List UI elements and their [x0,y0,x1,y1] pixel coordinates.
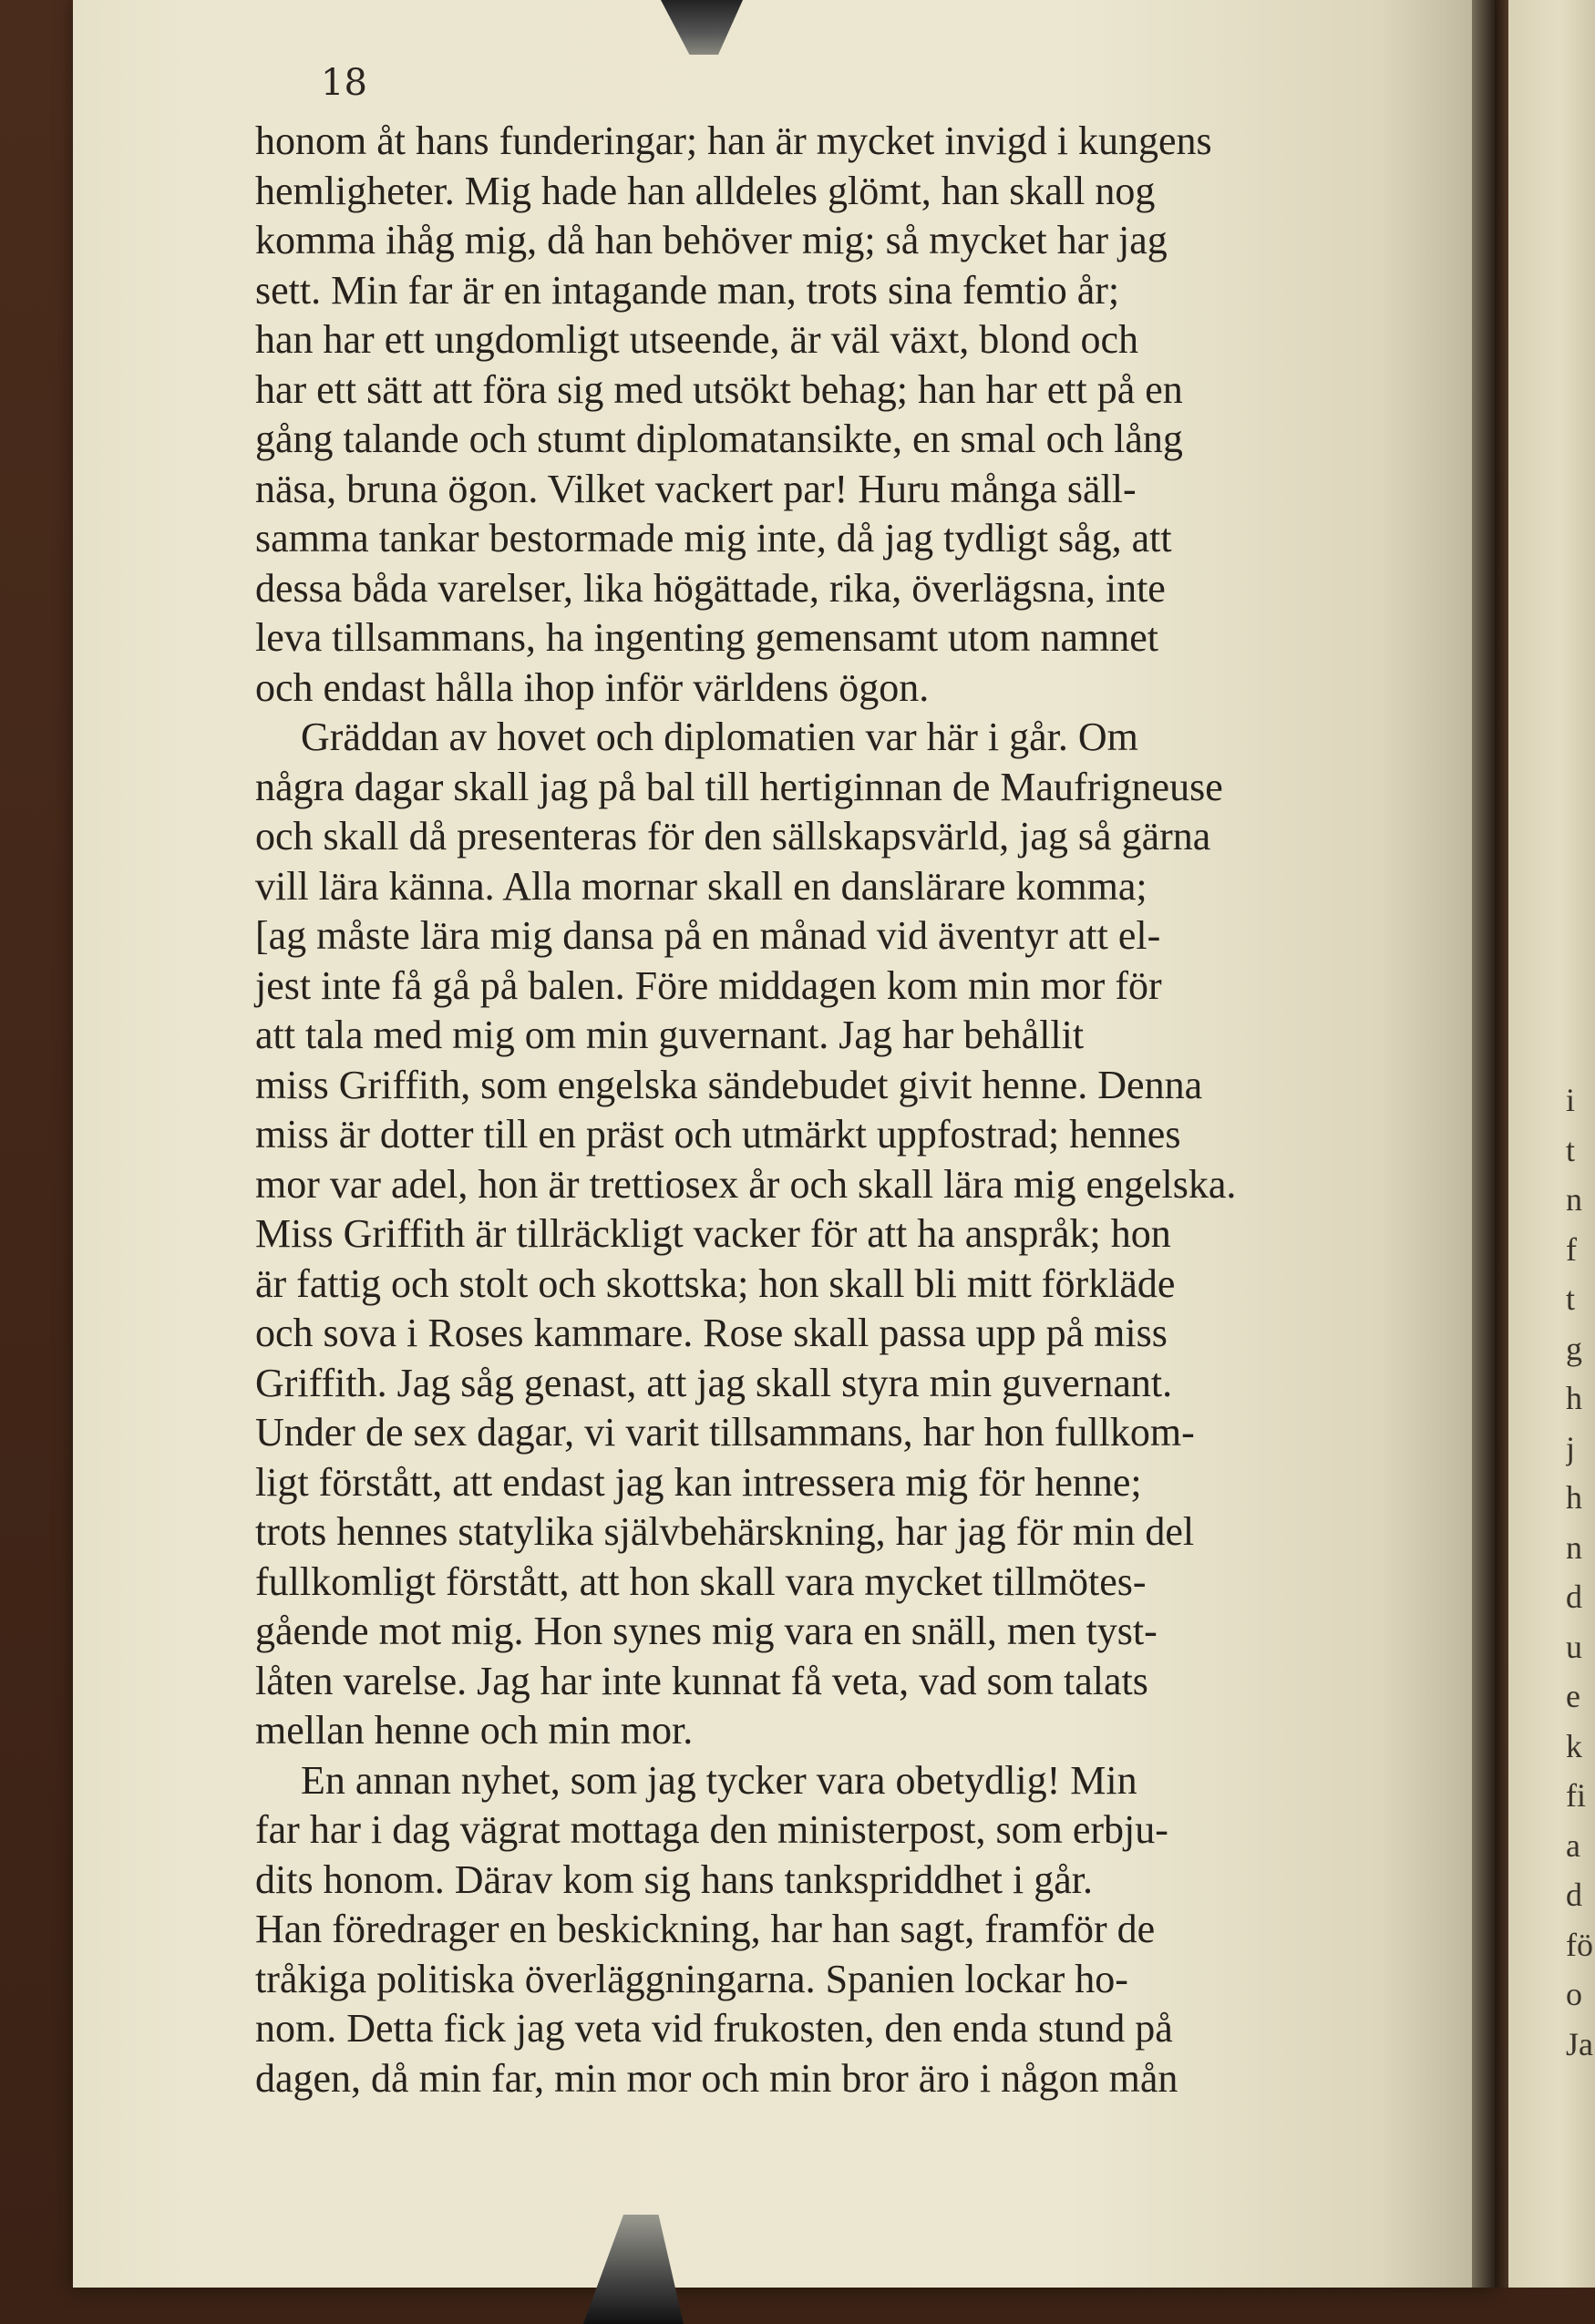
text-line: sett. Min far är en intagande man, trots sina femtio år; [255,267,1120,313]
text-line: dits honom. Därav kom sig hans tankspriddhet i går. [255,1856,1093,1902]
text-line: och skall då presenteras för den sällskapsvärld, jag så gärna [255,814,1211,859]
next-page-fragment: k [1566,1727,1582,1764]
text-line: Under de sex dagar, vi varit tillsammans, har hon fullkom- [255,1410,1195,1455]
text-line: samma tankar bestormade mig inte, då jag tydligt såg, att [255,516,1172,560]
next-page-fragment: e [1566,1678,1580,1714]
text-line: är fattig och stolt och skottska; hon skall bli mitt förkläde [255,1260,1176,1306]
next-page-fragment: Ja [1566,2025,1593,2062]
text-line: En annan nyhet, som jag tycker vara obetydlig! Min [301,1757,1137,1803]
text-line: miss är dotter till en präst och utmärkt uppfostrad; hennes [255,1112,1181,1157]
text-line: vill lära känna. Alla mornar skall en danslärare komma; [255,863,1147,909]
next-page-fragment: a [1566,1826,1580,1864]
next-page-fragment: t [1566,1131,1576,1168]
next-page-fragment: fi [1566,1777,1586,1814]
next-page-fragment: t [1566,1280,1576,1317]
text-line: Miss Griffith är tillräckligt vacker för att ha anspråk; hon [255,1211,1171,1256]
text-line: hemligheter. Mig hade han alldeles glömt, han skall nog [255,168,1156,213]
text-line: låten varelse. Jag har inte kunnat få veta, vad som talats [255,1658,1148,1703]
text-line: dessa båda varelser, lika högättade, rika, överlägsna, inte [255,565,1166,611]
next-page-fragments [1566,1075,1593,2069]
text-line: näsa, bruna ögon. Vilket vackert par! Huru många säll- [255,466,1137,511]
text-line: gående mot mig. Hon synes mig vara en snäll, men tyst- [255,1609,1158,1653]
text-line: några dagar skall jag på bal till hertiginnan de Maufrigneuse [255,764,1223,809]
text-line: komma ihåg mig, då han behöver mig; så mycket har jag [255,218,1168,262]
text-line: [ag måste lära mig dansa på en månad vid äventyr att el- [255,913,1161,958]
next-page-fragment: h [1566,1479,1582,1516]
text-line: miss Griffith, som engelska sändebudet givit henne. Denna [255,1062,1203,1107]
next-page-fragment: n [1566,1181,1582,1218]
text-line: gång talande och stumt diplomatansikte, en smal och lång [255,416,1183,461]
page-number: 18 [321,62,367,104]
text-line: mor var adel, hon är trettiosex år och skall lära mig engelska. [255,1161,1237,1207]
next-page-fragment: o [1566,1976,1582,2012]
next-page-fragment: n [1566,1528,1582,1566]
book-gutter [1472,0,1508,2288]
text-line: jest inte få gå på balen. Före middagen kom min mor för [255,962,1162,1008]
text-line: Gräddan av hovet och diplomatien var här i går. Om [301,715,1138,759]
next-page-fragment: j [1566,1429,1576,1466]
text-line: Griffith. Jag såg genast, att jag skall styra min guvernant. [255,1360,1173,1405]
text-line: tråkiga politiska överläggningarna. Spanien lockar ho- [255,1956,1128,2001]
text-line: han har ett ungdomligt utseende, är väl växt, blond och [255,317,1138,362]
text-line: mellan henne och min mor. [255,1708,694,1753]
next-page-fragment: i [1566,1082,1576,1118]
text-line: Han föredrager en beskickning, har han sagt, framför de [255,1907,1156,1951]
text-line: och sova i Roses kammare. Rose skall passa upp på miss [255,1311,1168,1355]
text-line: och endast hålla ihop inför världens ögon. [255,664,930,710]
text-line: far har i dag vägrat mottaga den ministerpost, som erbju- [255,1807,1168,1852]
text-line: nom. Detta fick jag veta vid frukosten, den enda stund på [255,2006,1173,2051]
next-page-fragment: fö [1566,1926,1593,1963]
text-line: leva tillsammans, ha ingenting gemensamt utom namnet [255,615,1159,660]
text-line: har ett sätt att föra sig med utsökt behag; han har ett på en [255,366,1183,412]
text-line: honom åt hans funderingar; han är mycket invigd i kungens [255,118,1212,163]
next-page-fragment: d [1566,1578,1582,1615]
text-line: att tala med mig om min guvernant. Jag har behållit [255,1013,1085,1057]
text-line: ligt förstått, att endast jag kan intressera mig för henne; [255,1459,1142,1505]
next-page-fragment: g [1566,1330,1582,1367]
text-line: dagen, då min far, min mor och min bror äro i någon mån [255,2055,1178,2101]
text-line: fullkomligt förstått, att hon skall vara mycket tillmötes- [255,1558,1147,1604]
text-line: trots hennes statylika självbehärskning, har jag för min del [255,1509,1195,1554]
next-page-fragment: f [1566,1230,1577,1268]
next-page-fragment: u [1566,1628,1582,1665]
next-page-fragment: d [1566,1877,1582,1913]
next-page-fragment: h [1566,1380,1582,1416]
body-text [255,117,1422,2103]
